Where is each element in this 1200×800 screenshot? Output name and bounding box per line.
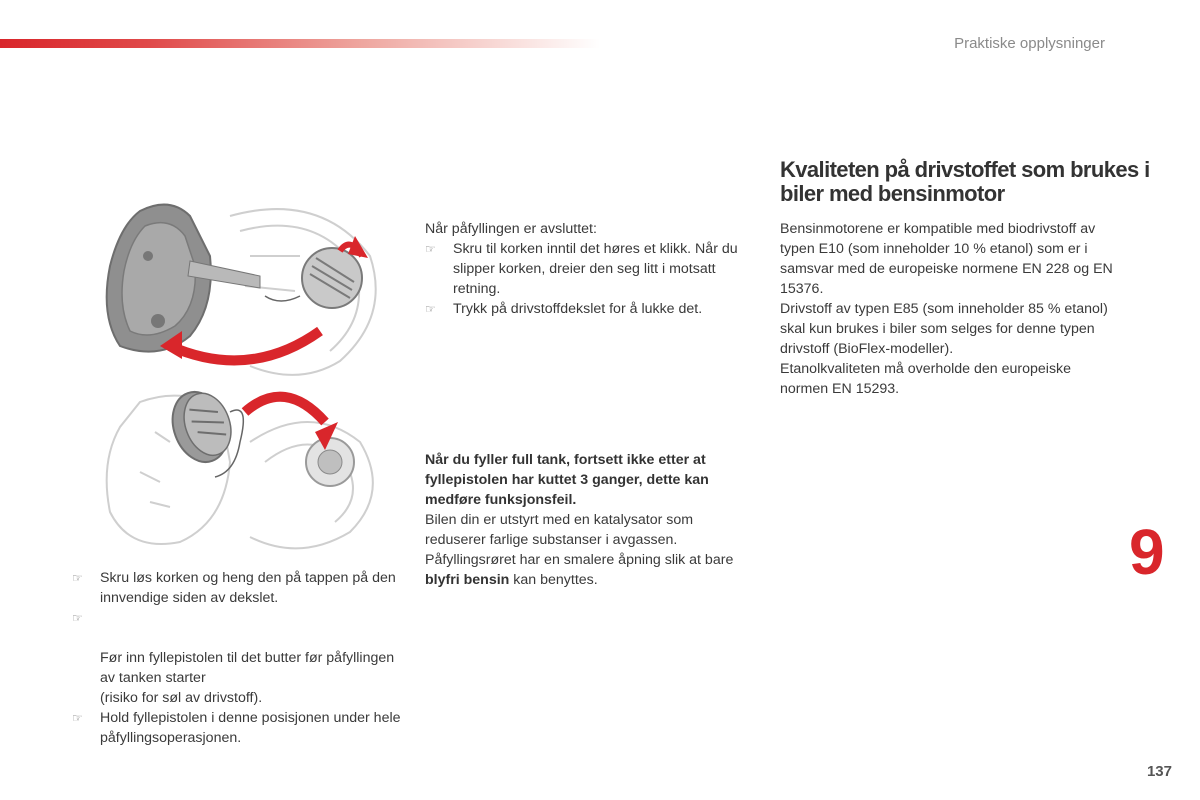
catalyst-text: Bilen din er utstyrt med en katalysator som reduserer farlige substanser i avgassen. [425,512,694,548]
chapter-number: 9 [1129,516,1165,588]
fuel-quality-heading: Kvaliteten på drivstoffet som brukes i biler med bensinmotor [780,157,1150,206]
after-fueling-intro: Når påfyllingen er avsluttet: [425,221,597,237]
header-accent-band [0,39,600,48]
fueling-steps-list [72,568,412,748]
pointing-hand-icon: ☞ [425,242,436,256]
list-item-text: Skru løs korken og heng den på tappen på den innvendige siden av dekslet. [100,570,396,606]
pointing-hand-icon: ☞ [72,711,83,725]
fuel-cap-close-illustration [100,382,390,557]
unleaded-text: Påfyllingsrøret har en smalere åpning slik at bare blyfri bensin kan benyttes. [425,552,734,588]
list-item-text: Hold fyllepistolen i denne posisjonen under hele påfyllingsoperasjonen. [100,710,401,746]
page-number: 137 [1146,763,1172,780]
unleaded-fuel-emphasis: blyfri bensin [425,572,510,588]
list-item [72,608,412,708]
pointing-hand-icon: ☞ [425,302,436,316]
list-item-text: Trykk på drivstoffdekslet for å lukke det. [453,301,703,317]
pointing-hand-icon: ☞ [72,571,83,585]
fuel-quality-section [780,219,1120,399]
list-item-text: Før inn fyllepistolen til det butter før påfyllingen av tanken starter (risiko for søl av drivstoff). [100,650,395,706]
fuel-quality-paragraph: Drivstoff av typen E85 (som inneholder 85 % etanol) skal kun brukes i biler som selges for denne typen drivstoff (BioFlex-modeller). [780,301,1108,357]
full-tank-note [425,450,755,590]
fuel-quality-paragraph: Bensinmotorene er kompatible med biodrivstoff av typen E10 (som inneholder 10 % etanol) som er i samsvar med de europeiske normene EN 228 og EN 15376. [780,221,1113,297]
fuel-cap-open-illustration [100,196,390,376]
fuel-quality-paragraph: Etanolkvaliteten må overholde den europeiske normen EN 15293. [780,361,1072,397]
list-item [425,299,755,319]
full-tank-warning: Når du fyller full tank, fortsett ikke etter at fyllepistolen har kuttet 3 ganger, dette kan medføre funksjonsfeil. [425,452,709,508]
list-item [425,239,755,299]
list-item-text: Skru til korken inntil det høres et klikk. Når du slipper korken, dreier den seg litt i motsatt retning. [453,241,738,297]
list-item [72,568,412,608]
section-title: Praktiske opplysninger [954,35,1105,52]
after-fueling-section [425,219,755,319]
list-item [72,708,412,748]
pointing-hand-icon: ☞ [72,611,83,625]
